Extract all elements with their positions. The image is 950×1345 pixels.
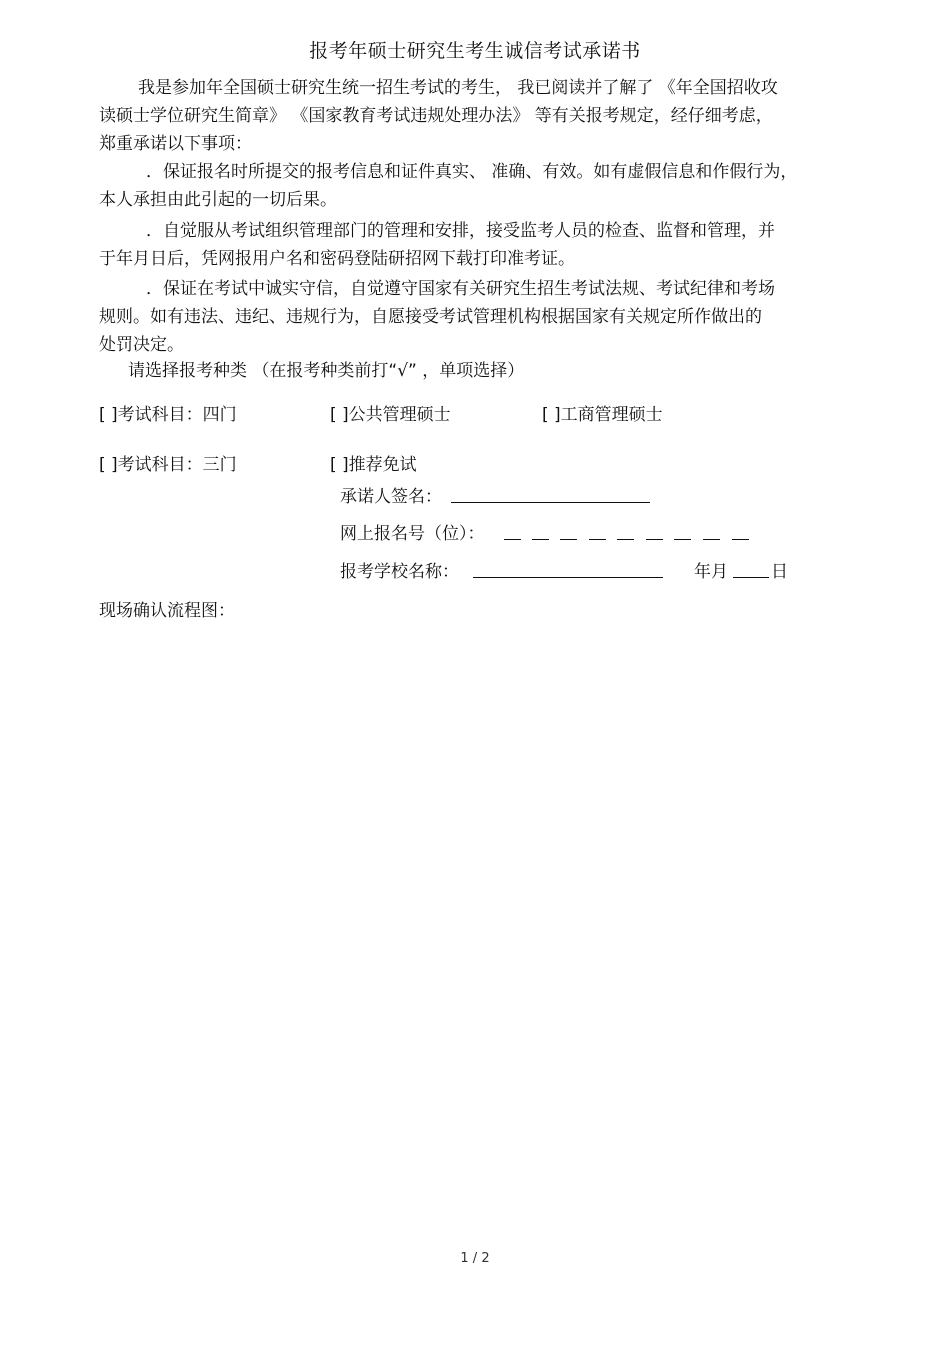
choice-prompt: 请选择报考种类 （在报考种类前打“√” ，单项选择） <box>128 361 525 381</box>
checkbox-bracket[interactable]: [ ] <box>542 405 561 425</box>
promise-item-3-line-3: 处罚决定。 <box>99 335 184 355</box>
option-mba[interactable] <box>542 400 663 425</box>
date-prefix: 年月 <box>694 562 728 582</box>
promise-item-1-line-1: ．保证报名时所提交的报考信息和证件真实、 准确、有效。如有虚假信息和作假行为， <box>146 162 798 182</box>
option-label: 考试科目：三门 <box>117 455 237 475</box>
promise-item-2-line-1: ．自觉服从考试组织管理部门的管理和安排，接受监考人员的检查、监督和管理，并 <box>146 221 775 241</box>
intro-line-2: 读硕士学位研究生简章》 《国家教育考试违规处理办法》 等有关报考规定，经仔细考虑， <box>99 106 773 126</box>
option-label: 推荐免试 <box>348 455 417 475</box>
intro-line-3: 郑重承诺以下事项： <box>99 134 252 154</box>
checkbox-bracket[interactable]: [ ] <box>99 455 118 475</box>
reg-digit-slot[interactable] <box>732 539 749 540</box>
checkbox-bracket[interactable]: [ ] <box>330 455 349 475</box>
option-recommended-exempt[interactable] <box>330 450 417 475</box>
option-label: 公共管理硕士 <box>348 405 451 425</box>
checkbox-bracket[interactable]: [ ] <box>330 405 349 425</box>
reg-digit-slot[interactable] <box>560 539 577 540</box>
page-indicator: 1 / 2 <box>460 1251 490 1266</box>
reg-digit-slot[interactable] <box>674 539 691 540</box>
intro-line-1: 我是参加年全国硕士研究生统一招生考试的考生， 我已阅读并了解了 《年全国招收攻 <box>138 78 778 98</box>
school-label: 报考学校名称： <box>340 562 459 582</box>
checkbox-bracket[interactable]: [ ] <box>99 405 118 425</box>
promise-item-3-line-2: 规则。如有违法、违纪、违规行为，自愿接受考试管理机构根据国家有关规定所作做出的 <box>99 307 762 327</box>
promise-item-1-line-2: 本人承担由此引起的一切后果。 <box>99 190 337 210</box>
signer-label: 承诺人签名： <box>340 487 442 507</box>
promise-item-2-line-2: 于年月日后，凭网报用户名和密码登陆研招网下载打印准考证。 <box>99 249 575 269</box>
signer-signature-field[interactable] <box>451 502 650 503</box>
date-suffix: 日 <box>771 562 788 582</box>
reg-digit-slot[interactable] <box>589 539 606 540</box>
reg-number-label: 网上报名号（位）： <box>340 524 485 544</box>
option-label: 工商管理硕士 <box>560 405 663 425</box>
date-day-field[interactable] <box>733 577 769 578</box>
reg-digit-slot[interactable] <box>703 539 720 540</box>
option-label: 考试科目：四门 <box>117 405 237 425</box>
flow-chart-label: 现场确认流程图： <box>99 601 235 621</box>
option-mpa[interactable] <box>330 400 451 425</box>
reg-digit-slot[interactable] <box>504 539 521 540</box>
reg-digit-slot[interactable] <box>617 539 634 540</box>
document-title: 报考年硕士研究生考生诚信考试承诺书 <box>309 40 641 62</box>
option-three-subjects[interactable] <box>99 450 237 475</box>
reg-digit-slot[interactable] <box>532 539 549 540</box>
promise-item-3-line-1: ．保证在考试中诚实守信，自觉遵守国家有关研究生招生考试法规、考试纪律和考场 <box>146 279 775 299</box>
option-four-subjects[interactable] <box>99 400 237 425</box>
reg-digit-slot[interactable] <box>646 539 663 540</box>
school-name-field[interactable] <box>473 577 663 578</box>
